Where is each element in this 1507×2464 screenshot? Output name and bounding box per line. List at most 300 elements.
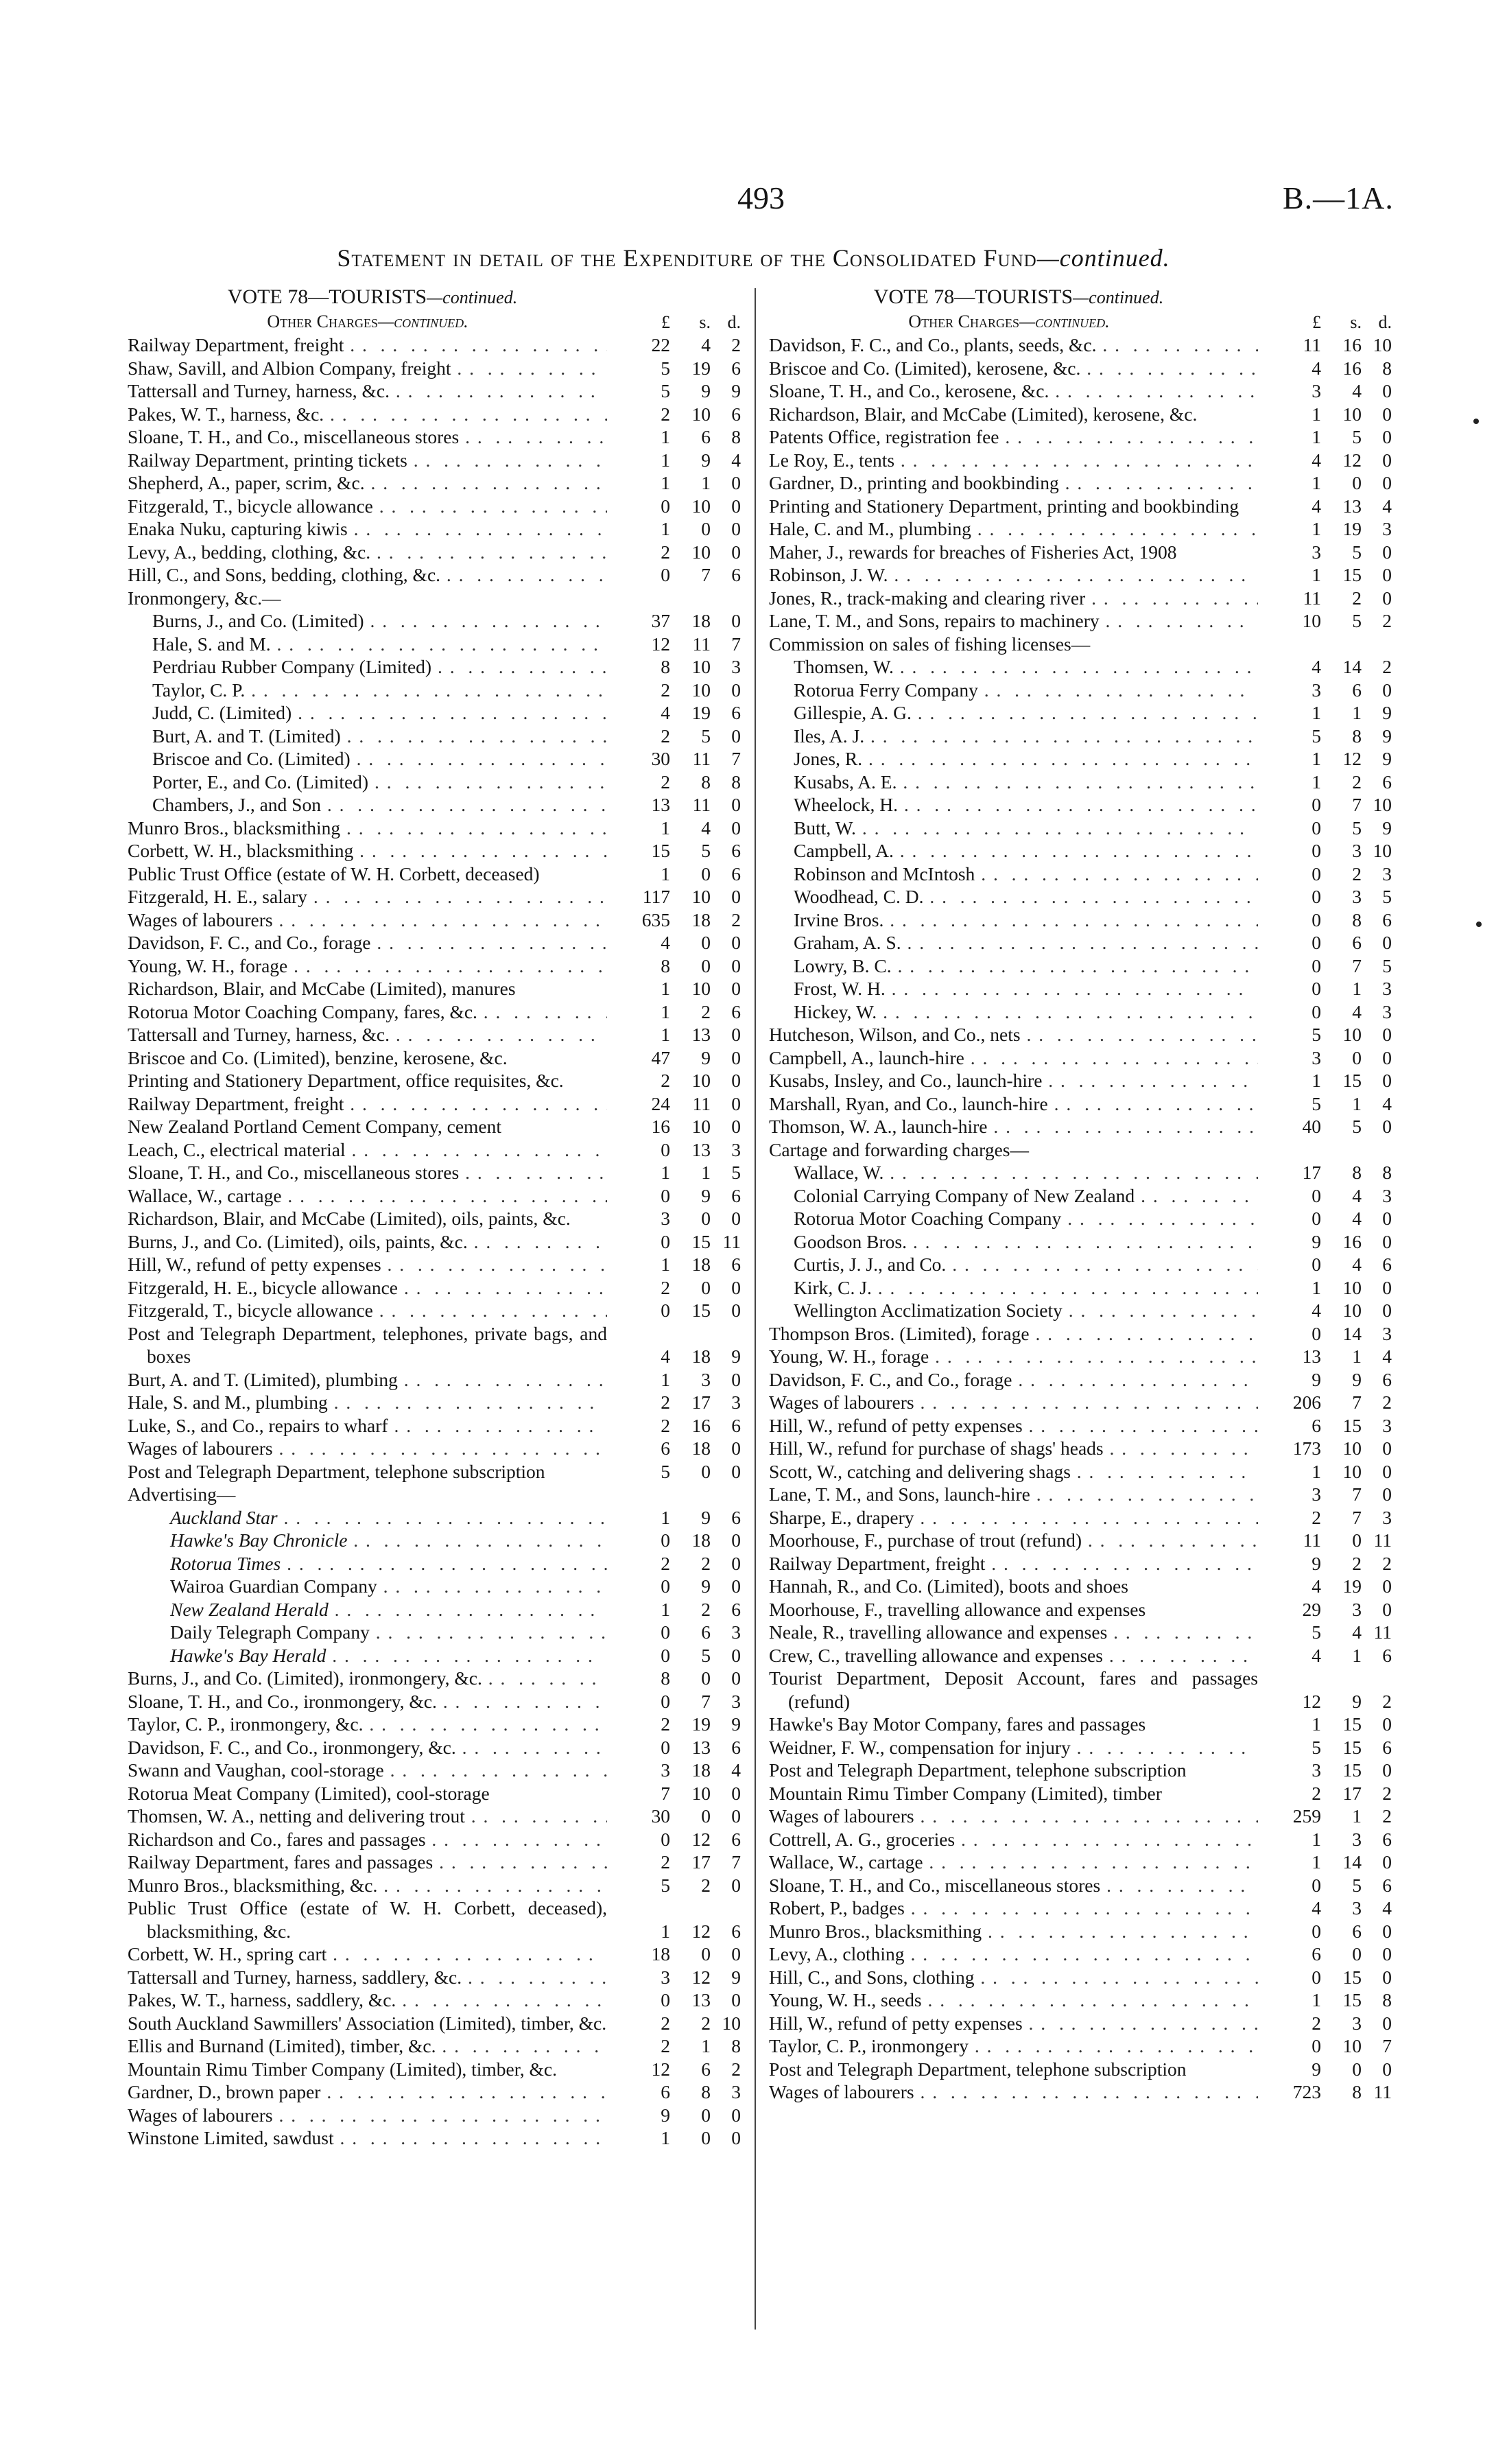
pounds-amount: 0 xyxy=(661,1828,670,1850)
pounds-amount: 3 xyxy=(1312,380,1321,401)
item-description: Cartage and forwarding charges— xyxy=(769,1138,1029,1160)
pounds-amount: 4 xyxy=(1312,1644,1321,1666)
item-description: Pakes, W. T., harness, &c. . . xyxy=(128,403,607,426)
shillings-amount: 2 xyxy=(1352,1552,1362,1574)
pounds-amount: 1 xyxy=(661,518,670,539)
item-description: Iles, A. J. . . xyxy=(769,725,1258,748)
expenditure-row xyxy=(128,771,741,794)
pounds-amount: 0 xyxy=(1312,908,1321,930)
shillings-amount: 2 xyxy=(701,1874,711,1896)
pounds-header: £ xyxy=(661,312,670,332)
pounds-amount: 11 xyxy=(1303,334,1321,355)
pounds-amount: 0 xyxy=(661,1621,670,1643)
item-description: Corbett, W. H., spring cart . . xyxy=(128,1943,607,1966)
item-description: Jones, R., track-making and clearing river . . xyxy=(769,587,1258,610)
shillings-amount: 7 xyxy=(1352,1392,1362,1413)
expenditure-row xyxy=(769,333,1392,357)
pounds-amount: 37 xyxy=(651,610,670,631)
item-description: Levy, A., clothing . . xyxy=(769,1943,1258,1966)
shillings-amount: 5 xyxy=(701,1644,711,1666)
pounds-amount: 1 xyxy=(661,2127,670,2148)
vote-continued: —continued. xyxy=(1073,288,1164,307)
pounds-amount: 0 xyxy=(661,1138,670,1160)
pence-amount: 10 xyxy=(1373,794,1392,815)
pence-amount: 0 xyxy=(731,610,741,631)
shillings-amount: 18 xyxy=(691,1438,711,1459)
item-description: Woodhead, C. D. . . xyxy=(769,885,1258,908)
shillings-amount: 17 xyxy=(691,1851,711,1873)
expenditure-row xyxy=(769,1207,1392,1230)
shillings-amount: 10 xyxy=(691,656,711,677)
item-description: Campbell, A., launch-hire . . xyxy=(769,1046,1258,1070)
expenditure-row xyxy=(769,1115,1392,1138)
shillings-amount: 3 xyxy=(1352,1828,1362,1850)
shillings-amount: 0 xyxy=(1352,2058,1362,2080)
expenditure-row xyxy=(769,1782,1392,1805)
expenditure-row xyxy=(128,1736,741,1759)
expenditure-row xyxy=(128,1575,741,1598)
item-description: Thomsen, W. . . xyxy=(769,655,1258,679)
pence-amount: 0 xyxy=(731,886,741,907)
expenditure-row xyxy=(769,2012,1392,2035)
pounds-amount: 4 xyxy=(1312,656,1321,677)
shillings-amount: 6 xyxy=(1352,932,1362,953)
pence-amount: 4 xyxy=(731,1759,741,1781)
item-description: Curtis, J. J., and Co. . . xyxy=(769,1253,1258,1276)
pence-amount: 6 xyxy=(731,1920,741,1942)
item-description: Public Trust Office (estate of W. H. Corbett, deceased), blacksmithing, &c. xyxy=(128,1897,607,1942)
pence-amount: 10 xyxy=(1373,334,1392,355)
item-description: Hannah, R., and Co. (Limited), boots and shoes xyxy=(769,1575,1128,1597)
pence-amount: 0 xyxy=(731,1368,741,1390)
pounds-amount: 2 xyxy=(1312,2012,1321,2034)
pence-amount: 3 xyxy=(731,1138,741,1160)
item-description: Fitzgerald, H. E., bicycle allowance . . xyxy=(128,1276,607,1300)
pounds-amount: 0 xyxy=(661,1690,670,1712)
pounds-amount: 1 xyxy=(661,449,670,471)
shillings-amount: 17 xyxy=(691,1392,711,1413)
shillings-amount: 9 xyxy=(701,1046,711,1068)
pence-amount: 4 xyxy=(731,449,741,471)
pence-amount: 0 xyxy=(731,472,741,493)
expenditure-row xyxy=(128,1506,741,1529)
pounds-amount: 47 xyxy=(651,1046,670,1068)
pounds-amount: 1 xyxy=(661,1506,670,1528)
item-description: Campbell, A. . . xyxy=(769,839,1258,863)
pence-amount: 3 xyxy=(1382,518,1392,539)
pounds-amount: 259 xyxy=(1292,1805,1321,1827)
pounds-amount: 1 xyxy=(1312,518,1321,539)
expenditure-row xyxy=(128,1667,741,1690)
expenditure-row xyxy=(769,1713,1392,1736)
pounds-amount: 1 xyxy=(661,1368,670,1390)
shillings-amount: 0 xyxy=(701,518,711,539)
expenditure-row xyxy=(769,609,1392,633)
pence-amount: 9 xyxy=(731,1346,741,1367)
item-description: Robinson, J. W. . . xyxy=(769,563,1258,587)
shillings-amount: 3 xyxy=(1352,2012,1362,2034)
expenditure-row xyxy=(128,977,741,1000)
expenditure-row xyxy=(769,977,1392,1000)
item-description: Sloane, T. H., and Co., miscellaneous stores . . xyxy=(769,1874,1258,1897)
vote-heading xyxy=(128,284,741,310)
item-description: Commission on sales of fishing licenses— xyxy=(769,633,1091,655)
expenditure-list xyxy=(769,333,1392,2104)
pence-amount: 0 xyxy=(731,817,741,838)
item-description: Gardner, D., brown paper . . xyxy=(128,2080,607,2104)
pounds-amount: 1 xyxy=(1312,1276,1321,1298)
expenditure-row xyxy=(128,725,741,748)
item-description: Burt, A. and T. (Limited), plumbing . . xyxy=(128,1368,607,1392)
pence-amount: 0 xyxy=(731,1667,741,1689)
pounds-amount: 9 xyxy=(1312,2058,1321,2080)
pounds-amount: 0 xyxy=(1312,1000,1321,1022)
pence-amount: 3 xyxy=(1382,978,1392,999)
expenditure-row xyxy=(769,1644,1392,1667)
item-description: Wallace, W., cartage . . xyxy=(769,1851,1258,1874)
shillings-amount: 0 xyxy=(1352,1046,1362,1068)
expenditure-row xyxy=(769,357,1392,380)
shillings-amount: 8 xyxy=(1352,908,1362,930)
item-description: Briscoe and Co. (Limited), benzine, kerosene, &c. xyxy=(128,1046,508,1068)
shillings-amount: 18 xyxy=(691,1529,711,1551)
shillings-amount: 13 xyxy=(691,1989,711,2010)
shillings-amount: 2 xyxy=(701,1000,711,1022)
expenditure-row xyxy=(128,1966,741,1989)
pence-amount: 0 xyxy=(731,1070,741,1091)
pence-amount: 0 xyxy=(731,954,741,976)
newspaper-name: Hawke's Bay Chronicle xyxy=(170,1529,348,1551)
pence-amount: 0 xyxy=(1382,564,1392,585)
shillings-amount: 12 xyxy=(691,1966,711,1988)
expenditure-row xyxy=(769,1529,1392,1552)
shillings-amount: 18 xyxy=(691,610,711,631)
pence-amount: 0 xyxy=(731,1552,741,1574)
shillings-amount: 13 xyxy=(1342,495,1362,517)
shillings-amount: 19 xyxy=(1342,518,1362,539)
pounds-amount: 3 xyxy=(1312,1759,1321,1781)
expenditure-row xyxy=(128,1023,741,1046)
pounds-amount: 1 xyxy=(661,1000,670,1022)
pounds-amount: 1 xyxy=(1312,426,1321,447)
shillings-amount: 6 xyxy=(1352,1920,1362,1942)
expenditure-row xyxy=(128,1253,741,1276)
expenditure-row xyxy=(128,793,741,817)
item-description: Patents Office, registration fee . . xyxy=(769,425,1258,449)
pounds-amount: 1 xyxy=(1312,1070,1321,1091)
item-description: Munro Bros., blacksmithing . . xyxy=(769,1920,1258,1943)
expenditure-row xyxy=(769,379,1392,403)
pounds-amount: 0 xyxy=(661,1644,670,1666)
shillings-amount: 11 xyxy=(692,748,711,769)
pounds-amount: 3 xyxy=(1312,1046,1321,1068)
shillings-amount: 15 xyxy=(1342,564,1362,585)
shillings-amount: 0 xyxy=(701,1208,711,1229)
expenditure-row xyxy=(769,2080,1392,2104)
item-description: Kusabs, Insley, and Co., launch-hire . . xyxy=(769,1069,1258,1092)
item-description: Wallace, W. . . xyxy=(769,1161,1258,1184)
expenditure-row xyxy=(128,1069,741,1092)
item-description: Burns, J., and Co. (Limited) . . xyxy=(128,609,607,633)
pence-amount: 0 xyxy=(1382,1208,1392,1229)
pounds-amount: 22 xyxy=(651,334,670,355)
pounds-amount: 29 xyxy=(1302,1598,1321,1620)
shillings-amount: 7 xyxy=(1352,954,1362,976)
item-description: Perdriau Rubber Company (Limited) . . xyxy=(128,655,607,679)
pence-amount: 0 xyxy=(731,1805,741,1827)
shillings-amount: 15 xyxy=(1342,1966,1362,1988)
shillings-amount: 5 xyxy=(1352,1874,1362,1896)
shillings-amount: 10 xyxy=(1342,1438,1362,1459)
pounds-amount: 12 xyxy=(651,633,670,655)
item-description: Tattersall and Turney, harness, &c. . . xyxy=(128,1023,607,1046)
item-description xyxy=(128,1552,607,1575)
pence-amount: 0 xyxy=(731,2127,741,2148)
item-description: Railway Department, freight . . xyxy=(769,1552,1258,1575)
pounds-amount: 2 xyxy=(661,1851,670,1873)
expenditure-row xyxy=(128,747,741,771)
expenditure-row xyxy=(769,495,1392,518)
expenditure-row xyxy=(769,1874,1392,1897)
pence-amount: 0 xyxy=(1382,1713,1392,1735)
shillings-amount: 8 xyxy=(1352,2081,1362,2102)
item-description: Hill, W., refund for purchase of shags' heads . . xyxy=(769,1437,1258,1460)
shillings-amount: 7 xyxy=(1352,1506,1362,1528)
pence-amount: 0 xyxy=(1382,1230,1392,1252)
item-description: Taylor, C. P., ironmongery . . xyxy=(769,2034,1258,2058)
shillings-amount: 1 xyxy=(1352,978,1362,999)
pounds-amount: 0 xyxy=(1312,794,1321,815)
expenditure-row xyxy=(128,1460,741,1483)
item-description: Le Roy, E., tents . . xyxy=(769,449,1258,472)
shillings-amount: 3 xyxy=(1352,886,1362,907)
shillings-amount: 1 xyxy=(701,472,711,493)
item-description: Tourist Department, Deposit Account, fares and passages (refund) xyxy=(769,1667,1258,1712)
pounds-amount: 1 xyxy=(661,863,670,884)
pence-amount: 6 xyxy=(731,1598,741,1620)
shillings-amount: 9 xyxy=(701,1506,711,1528)
shillings-amount: 2 xyxy=(701,2012,711,2034)
item-description: Lane, T. M., and Sons, repairs to machinery . . xyxy=(769,609,1258,633)
expenditure-row xyxy=(128,1276,741,1300)
expenditure-row xyxy=(769,793,1392,817)
item-description: Gillespie, A. G. . . xyxy=(769,701,1258,725)
pounds-amount: 9 xyxy=(1312,1368,1321,1390)
expenditure-row xyxy=(128,1943,741,1966)
pounds-amount: 1 xyxy=(1312,1828,1321,1850)
pence-amount: 0 xyxy=(731,1874,741,1896)
pence-amount: 8 xyxy=(1382,1162,1392,1183)
item-description: Sloane, T. H., and Co., kerosene, &c. . . xyxy=(769,379,1258,403)
pounds-amount: 10 xyxy=(1302,610,1321,631)
pence-amount: 3 xyxy=(1382,1506,1392,1528)
pounds-amount: 2 xyxy=(661,679,670,701)
expenditure-row xyxy=(128,541,741,564)
expenditure-row xyxy=(128,449,741,472)
pence-amount: 0 xyxy=(731,1300,741,1321)
pounds-amount: 0 xyxy=(1312,1920,1321,1942)
shillings-amount: 15 xyxy=(1342,1713,1362,1735)
item-description: Burt, A. and T. (Limited) . . xyxy=(128,725,607,748)
expenditure-row xyxy=(128,839,741,863)
expenditure-row xyxy=(128,1644,741,1667)
expenditure-row xyxy=(769,817,1392,840)
section-title-text: Other Charges xyxy=(908,312,1019,331)
shillings-amount: 5 xyxy=(701,840,711,861)
document-reference: B.—1A. xyxy=(1283,180,1394,215)
pounds-amount: 2 xyxy=(1312,1782,1321,1804)
item-description: Judd, C. (Limited) . . xyxy=(128,701,607,725)
pounds-amount: 4 xyxy=(661,702,670,723)
section-title-continued: —continued. xyxy=(377,312,468,331)
pence-amount: 0 xyxy=(1382,679,1392,701)
item-description: Enaka Nuku, capturing kiwis . . xyxy=(128,517,607,541)
shillings-amount: 15 xyxy=(1342,1070,1362,1091)
pounds-amount: 5 xyxy=(1312,1092,1321,1114)
expenditure-row xyxy=(769,1253,1392,1276)
expenditure-row xyxy=(128,1115,741,1138)
pence-amount: 6 xyxy=(731,564,741,585)
shillings-amount: 10 xyxy=(691,886,711,907)
pounds-amount: 0 xyxy=(1312,978,1321,999)
pence-amount: 11 xyxy=(1373,2081,1392,2102)
item-description: Wages of labourers . . xyxy=(128,2104,607,2127)
item-description: Kusabs, A. E. . . xyxy=(769,771,1258,794)
expenditure-row xyxy=(128,655,741,679)
section-title-continued: —continued. xyxy=(1019,312,1110,331)
shillings-amount: 19 xyxy=(1342,1575,1362,1597)
item-description: Hickey, W. . . xyxy=(769,1000,1258,1024)
right-column xyxy=(769,284,1392,2104)
pence-amount: 0 xyxy=(731,1782,741,1804)
section-title xyxy=(128,310,608,333)
pounds-amount: 0 xyxy=(661,1989,670,2010)
shillings-amount: 19 xyxy=(691,1713,711,1735)
item-description xyxy=(128,1598,607,1621)
shillings-amount: 4 xyxy=(1352,1254,1362,1275)
pounds-amount: 5 xyxy=(1312,1024,1321,1045)
expenditure-row xyxy=(769,1368,1392,1392)
expenditure-row xyxy=(769,1046,1392,1070)
item-description: Jones, R. . . xyxy=(769,747,1258,771)
pence-amount: 4 xyxy=(1382,1092,1392,1114)
shillings-amount: 3 xyxy=(1352,840,1362,861)
pence-amount: 9 xyxy=(731,1966,741,1988)
item-description: Scott, W., catching and delivering shags . . xyxy=(769,1460,1258,1483)
expenditure-row xyxy=(128,1828,741,1851)
item-description: Burns, J., and Co. (Limited), ironmongery, &c. . . xyxy=(128,1667,607,1690)
shillings-amount: 8 xyxy=(1352,1162,1362,1183)
newspaper-name: Auckland Star xyxy=(170,1506,278,1528)
pence-amount: 2 xyxy=(1382,1392,1392,1413)
pence-amount: 6 xyxy=(731,1736,741,1758)
pounds-amount: 9 xyxy=(661,2104,670,2126)
pounds-amount: 4 xyxy=(661,932,670,953)
vote-heading xyxy=(769,284,1392,310)
pence-amount: 2 xyxy=(1382,656,1392,677)
pence-amount: 3 xyxy=(731,2081,741,2102)
pence-amount: 0 xyxy=(1382,1598,1392,1620)
item-description: Post and Telegraph Department, telephone subscription xyxy=(128,1460,545,1482)
pounds-amount: 6 xyxy=(1312,1943,1321,1964)
section-title-text: Other Charges xyxy=(267,312,378,331)
shillings-amount: 9 xyxy=(1352,1690,1362,1712)
pence-amount: 0 xyxy=(731,1575,741,1597)
pounds-amount: 3 xyxy=(661,1966,670,1988)
pounds-amount: 1 xyxy=(661,472,670,493)
item-description: Post and Telegraph Department, telephone subscription xyxy=(769,1759,1187,1781)
item-description: Frost, W. H. . . xyxy=(769,977,1258,1000)
pence-amount: 0 xyxy=(1382,1966,1392,1988)
expenditure-row xyxy=(769,1667,1392,1713)
pence-amount: 2 xyxy=(1382,1690,1392,1712)
shillings-amount: 6 xyxy=(1352,679,1362,701)
expenditure-row xyxy=(128,495,741,518)
item-description: Young, W. H., seeds . . xyxy=(769,1988,1258,2012)
item-description: Lane, T. M., and Sons, launch-hire . . xyxy=(769,1483,1258,1506)
shillings-amount: 0 xyxy=(701,954,711,976)
shillings-amount: 0 xyxy=(1352,1529,1362,1551)
pence-amount: 4 xyxy=(1382,495,1392,517)
shillings-amount: 2 xyxy=(701,1598,711,1620)
pounds-amount: 11 xyxy=(1303,587,1321,609)
speck-mark xyxy=(1473,419,1479,424)
expenditure-row xyxy=(769,1805,1392,1828)
shillings-amount: 10 xyxy=(1342,1300,1362,1321)
section-header xyxy=(128,310,741,333)
pounds-amount: 635 xyxy=(641,908,670,930)
shillings-amount: 11 xyxy=(692,1092,711,1114)
expenditure-row xyxy=(769,1460,1392,1483)
expenditure-row xyxy=(128,633,741,656)
expenditure-row xyxy=(769,2058,1392,2081)
pence-amount: 0 xyxy=(731,1276,741,1298)
shillings-amount: 7 xyxy=(1352,794,1362,815)
shillings-amount: 4 xyxy=(1352,1000,1362,1022)
item-description: Maher, J., rewards for breaches of Fisheries Act, 1908 xyxy=(769,541,1177,563)
shillings-amount: 18 xyxy=(691,908,711,930)
shillings-amount: 14 xyxy=(1342,656,1362,677)
vote-title: VOTE 78—TOURISTS xyxy=(873,285,1073,308)
expenditure-row xyxy=(128,1713,741,1736)
pounds-amount: 7 xyxy=(661,1782,670,1804)
pence-amount: 0 xyxy=(1382,403,1392,425)
pence-amount: 0 xyxy=(731,932,741,953)
shillings-amount: 11 xyxy=(692,794,711,815)
item-description: Fitzgerald, T., bicycle allowance . . xyxy=(128,1299,607,1322)
section-title xyxy=(769,310,1249,333)
pence-amount: 0 xyxy=(1382,932,1392,953)
shillings-amount: 7 xyxy=(1352,1483,1362,1505)
pounds-amount: 5 xyxy=(1312,1621,1321,1643)
pounds-amount: 30 xyxy=(651,748,670,769)
pounds-amount: 2 xyxy=(661,771,670,793)
item-description: Tattersall and Turney, harness, &c. . . xyxy=(128,379,607,403)
shillings-amount: 3 xyxy=(1352,1897,1362,1919)
shillings-amount: 15 xyxy=(691,1300,711,1321)
pounds-amount: 2 xyxy=(661,2035,670,2056)
pence-amount: 2 xyxy=(1382,1552,1392,1574)
expenditure-row xyxy=(769,1851,1392,1874)
item-description: Ellis and Burnand (Limited), timber, &c. . . xyxy=(128,2034,607,2058)
shillings-amount: 0 xyxy=(1352,472,1362,493)
shillings-amount: 6 xyxy=(701,426,711,447)
item-description: Wairoa Guardian Company . . xyxy=(128,1575,607,1598)
expenditure-row xyxy=(128,379,741,403)
expenditure-row xyxy=(769,1759,1392,1782)
pounds-amount: 4 xyxy=(1312,495,1321,517)
expenditure-row xyxy=(769,1138,1392,1162)
